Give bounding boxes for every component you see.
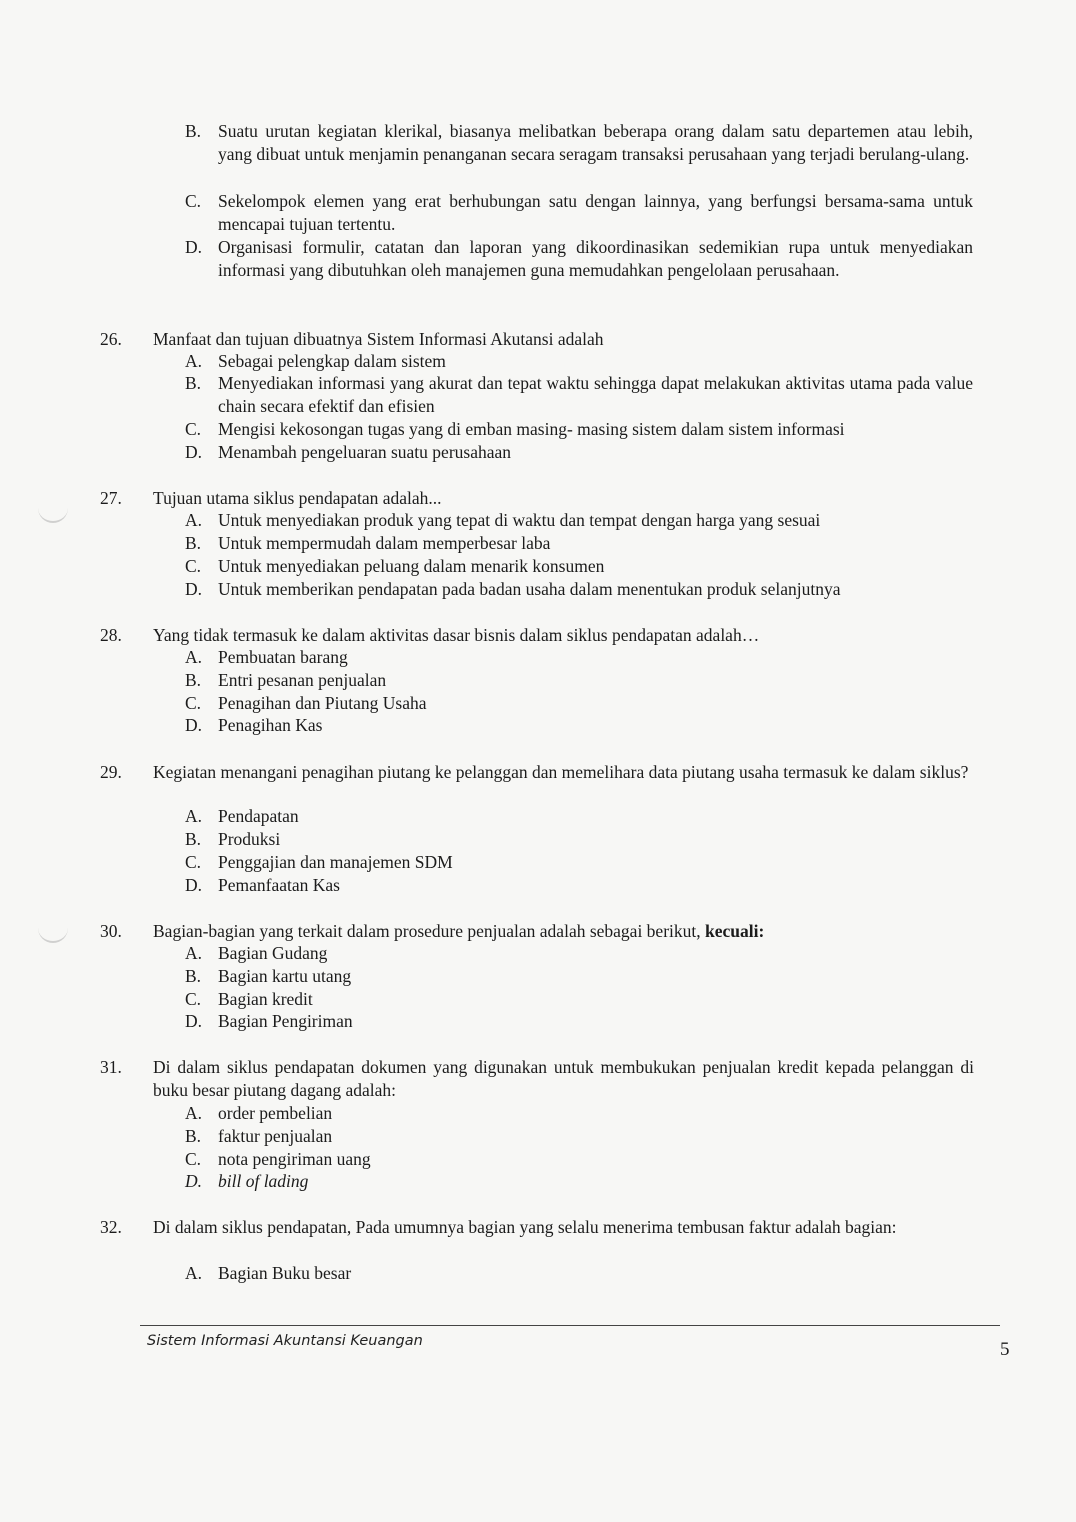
question-text: Kegiatan menangani penagihan piutang ke pelanggan dan memelihara data piutang usaha termasuk ke dalam siklus? (153, 762, 969, 782)
option-letter: C. (185, 852, 202, 872)
question-number: 29. (100, 762, 122, 782)
option-text: order pembelian (218, 1103, 333, 1123)
option-text: Pendapatan (218, 806, 299, 826)
option-letter: A. (185, 943, 203, 963)
option-text: Bagian Gudang (218, 943, 328, 963)
option-text: Penagihan dan Piutang Usaha (218, 693, 427, 713)
punch-hole-mark (38, 505, 68, 523)
question-number: 32. (100, 1217, 122, 1237)
option-letter: C. (185, 191, 202, 211)
footer-divider (140, 1325, 1000, 1326)
option-text: Bagian Buku besar (218, 1263, 352, 1283)
option-text: Pemanfaatan Kas (218, 875, 340, 895)
option-letter: D. (185, 875, 203, 895)
page-number: 5 (1000, 1339, 1010, 1360)
option-text: Bagian kredit (218, 989, 313, 1009)
option-text: Untuk mempermudah dalam memperbesar laba (218, 533, 551, 553)
option-letter: C. (185, 989, 202, 1009)
option-text: Pembuatan barang (218, 647, 348, 667)
option-text: Untuk menyediakan produk yang tepat di waktu dan tempat dengan harga yang sesuai (218, 510, 821, 530)
option-text: Sebagai pelengkap dalam sistem (218, 351, 446, 371)
option-text: Untuk memberikan pendapatan pada badan usaha dalam menentukan produk selanjutnya (218, 579, 841, 599)
option-letter: B. (185, 1126, 202, 1146)
footer-title: Sistem Informasi Akuntansi Keuangan (147, 1333, 423, 1349)
option-letter: D. (185, 1171, 203, 1191)
punch-hole-mark (38, 925, 68, 943)
option-text: nota pengiriman uang (218, 1149, 371, 1169)
option-text: Penggajian dan manajemen SDM (218, 852, 453, 872)
option-text: Entri pesanan penjualan (218, 670, 387, 690)
option-letter: D. (185, 1011, 203, 1031)
question-text: Tujuan utama siklus pendapatan adalah... (153, 488, 442, 508)
option-text: Menyediakan informasi yang akurat dan tepat waktu sehingga dapat melakukan aktivitas utama pada value chain secara efektif dan efisien (218, 373, 973, 416)
option-letter: C. (185, 693, 202, 713)
question-number: 26. (100, 329, 122, 349)
option-letter: D. (185, 579, 203, 599)
option-letter: D. (185, 237, 203, 257)
option-text: Produksi (218, 829, 281, 849)
option-text: Bagian Pengiriman (218, 1011, 353, 1031)
option-letter: D. (185, 442, 203, 462)
option-letter: B. (185, 373, 202, 393)
option-letter: C. (185, 1149, 202, 1169)
option-letter: B. (185, 966, 202, 986)
question-text: Yang tidak termasuk ke dalam aktivitas dasar bisnis dalam siklus pendapatan adalah… (153, 625, 760, 645)
option-text: Suatu urutan kegiatan klerikal, biasanya melibatkan beberapa orang dalam satu departemen atau lebih, yang dibuat untuk menjamin penanganan secara seragam transaksi perusahaan yang terjadi berulang-ulang. (218, 121, 973, 164)
question-text-main: Bagian-bagian yang terkait dalam prosedure penjualan adalah sebagai berikut, (153, 921, 701, 941)
question-text: Di dalam siklus pendapatan dokumen yang digunakan untuk membukukan penjualan kredit kepada pelanggan di buku besar piutang dagang adalah: (153, 1057, 974, 1100)
option-text: Bagian kartu utang (218, 966, 352, 986)
question-number: 28. (100, 625, 122, 645)
option-letter: A. (185, 1263, 203, 1283)
option-letter: C. (185, 556, 202, 576)
option-letter: B. (185, 829, 202, 849)
option-text: Organisasi formulir, catatan dan laporan yang dikoordinasikan sedemikian rupa untuk menyediakan informasi yang dibutuhkan oleh manajemen guna memudahkan pengelolaan perusahaan. (218, 237, 973, 280)
question-number: 27. (100, 488, 122, 508)
option-letter: A. (185, 1103, 203, 1123)
option-text: faktur penjualan (218, 1126, 333, 1146)
option-text: bill of lading (218, 1171, 309, 1191)
question-text (153, 920, 974, 943)
question-text: Manfaat dan tujuan dibuatnya Sistem Informasi Akutansi adalah (153, 329, 604, 349)
option-letter: B. (185, 533, 202, 553)
option-text: Sekelompok elemen yang erat berhubungan satu dengan lainnya, yang berfungsi bersama-sama untuk mencapai tujuan tertentu. (218, 191, 973, 234)
option-text: Penagihan Kas (218, 715, 323, 735)
question-text: Di dalam siklus pendapatan, Pada umumnya bagian yang selalu menerima tembusan faktur adalah bagian: (153, 1217, 897, 1237)
option-letter: A. (185, 806, 203, 826)
option-letter: B. (185, 121, 202, 141)
option-letter: D. (185, 715, 203, 735)
option-letter: B. (185, 670, 202, 690)
option-letter: C. (185, 419, 202, 439)
option-text: Menambah pengeluaran suatu perusahaan (218, 442, 512, 462)
question-number: 31. (100, 1057, 122, 1077)
question-number: 30. (100, 921, 122, 941)
option-text: Mengisi kekosongan tugas yang di emban masing- masing sistem dalam sistem informasi (218, 419, 845, 439)
option-letter: A. (185, 510, 203, 530)
question-text-emphasis: kecuali: (705, 921, 765, 941)
option-letter: A. (185, 647, 203, 667)
option-letter: A. (185, 351, 203, 371)
option-text: Untuk menyediakan peluang dalam menarik konsumen (218, 556, 605, 576)
